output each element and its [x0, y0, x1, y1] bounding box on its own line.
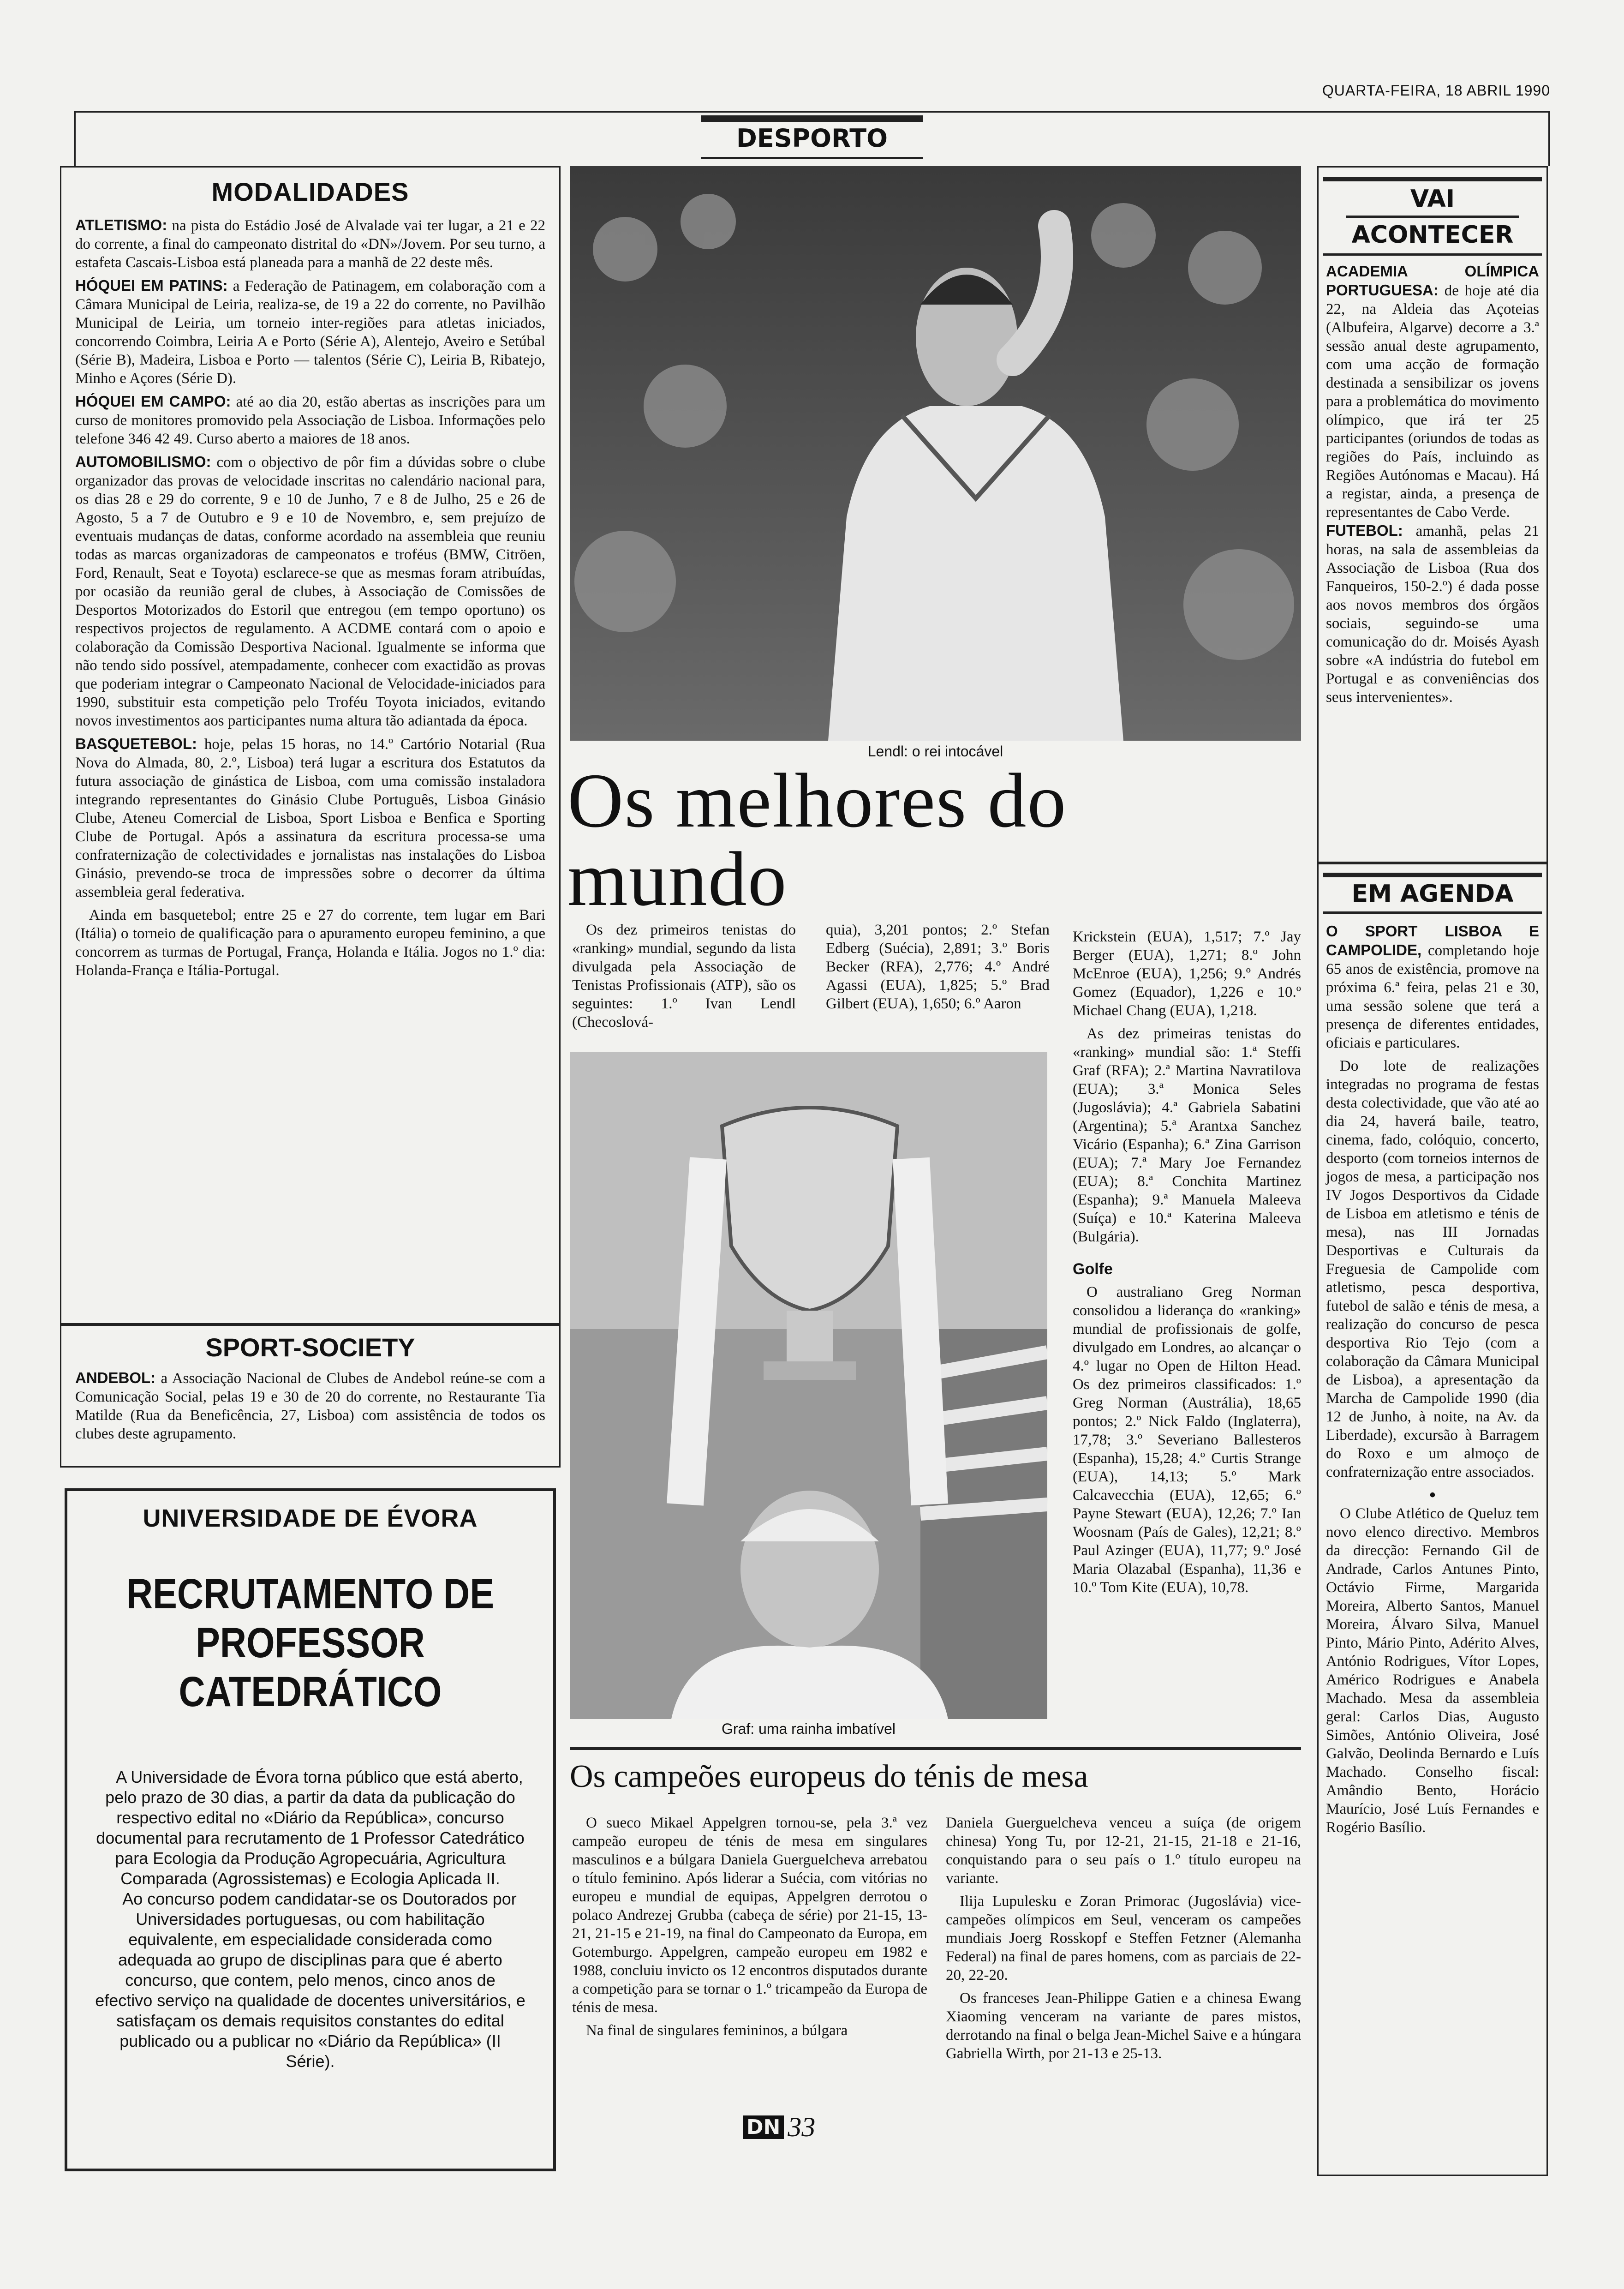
top-frame-left — [74, 111, 76, 166]
queluz-text: O Clube Atlético de Queluz tem novo elenco directivo. Membros da direcção: Fernando Gil de Andrade, Carlos Antunes Pinto, Octávio Firme, Margarida Moreira, Alberto Santos, Manuel Moreira, Álvaro Silva, Manuel Pinto, Mário Pinto, Adérito Alves, António Rodrigues, Vítor Lopes, Américo Rodrigues e Anabela Machado. Mesa da assembleia geral: Carlos Dias, Augusto Simões, António Oliveira, José Galvão, Deolinda Bernardo e Luís Machado. Conselho fiscal: Amândio Bento, Horácio Maurício, José Luís Fernandes e Rogério Basílio. — [1326, 1505, 1539, 1836]
main-article-col3 — [1073, 928, 1301, 1601]
academia-label: ACADEMIA OLÍMPICA PORTUGUESA: — [1326, 263, 1539, 299]
ad-institution: UNIVERSIDADE DE ÉVORA — [143, 1504, 478, 1532]
golf-text: O australiano Greg Norman consolidou a liderança do «ranking» mundial de profissionais de golfe, divulgado em Londres, ao alcançar o 4.º lugar no Open de Hilton Head. Os dez primeiros classificados: 1.º Greg Norman (Austrália), 18,65 pontos; 2.º Nick Faldo (Inglaterra), 17,78; 3.º Severiano Ballesteros (Espanha), 15,28; 4.º Curtis Strange (EUA), 14,13; 5.º Mark Calcavecchia (EUA), 12,65; 6.º Payne Stewart (EUA), 12,26; 7.º Ian Woosnam (País de Gales), 12,21; 8.º Paul Azinger (EUA), 11,77; 9.º José Maria Olazabal (Espanha), 11,36 e 10.º Tom Kite (EUA), 10,78. — [1073, 1284, 1301, 1596]
modalidades-item — [75, 906, 545, 980]
graf-photo-image — [570, 1052, 1047, 1719]
vai-bar-top — [1323, 177, 1542, 181]
vai-bar-bottom — [1323, 253, 1542, 256]
modalidades-item-label: BASQUETEBOL: — [75, 735, 197, 752]
modalidades-item-text: na pista do Estádio José de Alvalade vai ter lugar, a 21 e 22 do corrente, a final do campeonato distrital do «DN»/Jovem. Por seu turno, a estafeta Cascais-Lisboa está planeada para a manhã de 22 deste mês. — [75, 217, 545, 271]
main-headline: Os melhores do mundo — [567, 758, 1067, 922]
em-agenda-title: EM AGENDA — [1351, 880, 1514, 908]
modalidades-item-label: HÓQUEI EM CAMPO: — [75, 393, 231, 410]
graf-photo-caption: Graf: uma rainha imbatível — [721, 1720, 896, 1737]
modalidades-item-text: hoje, pelas 15 horas, no 14.º Cartório Notarial (Rua Nova do Almada, 80, 2.º, Lisboa) terá lugar a escritura dos Estatutos da futura associação de ginástica de Lisboa, com uma comissão instaladora integrando representantes do Ginásio Clube Português, Lisboa Ginásio Clube, Ateneu Comercial de Lisboa, Sport Lisboa e Benfica e Sporting Clube de Portugal. Após a assinatura da escritura processa-se uma confraternização de colectividades e jornalistas nas instalações do Lisboa Ginásio, prevendo-se troca de impressões sobre o decorrer da última assembleia geral federativa. — [75, 736, 545, 900]
ad-headline: RECRUTAMENTO DE PROFESSOR CATEDRÁTICO — [126, 1570, 495, 1715]
campolide-text: completando hoje 65 anos de existência, promove na próxima 6.ª feira, pelas 21 e 30, uma sessão solene que terá a presença de diferentes entidades, oficiais e particulares. — [1326, 942, 1539, 1051]
section-bar-bottom — [701, 157, 923, 159]
modalidades-box — [60, 166, 561, 1324]
recruitment-ad — [65, 1488, 556, 2171]
modalidades-item — [75, 735, 545, 901]
table-tennis-p2: Na final de singulares femininos, a búlgara — [586, 2022, 848, 2039]
vai-acontecer-body — [1326, 262, 1539, 707]
agenda-bar-bottom — [1323, 911, 1542, 914]
table-tennis-p3: Daniela Guerguelcheva venceu a suíça (de origem chinesa) Yong Tu, por 12-21, 21-15, 21-18 e 21-16, conquistando para o seu país o 1.º título europeu na variante. — [946, 1815, 1301, 1887]
page-number: 33 — [788, 2112, 816, 2142]
sport-society-title: SPORT-SOCIETY — [205, 1333, 415, 1362]
agenda-bar-top — [1323, 873, 1542, 877]
page-footer — [743, 2111, 815, 2143]
futebol-text: amanhã, pelas 21 horas, na sala de assembleias da Associação de Lisboa (Rua dos Fanqueiros, 150-2.º) é dada posse aos novos membros dos órgãos sociais, seguindo-se uma comunicação do dr. Moisés Ayash sobre «A indústria do futebol em Portugal e as conveniências dos seus intervenientes». — [1326, 523, 1539, 706]
futebol-label: FUTEBOL: — [1326, 522, 1403, 539]
section-bar-top — [701, 115, 923, 122]
modalidades-item — [75, 276, 545, 388]
table-tennis-col1 — [572, 1814, 927, 2044]
main-article-col2: quia), 3,201 pontos; 2.º Stefan Edberg (Suécia), 2,891; 3.º Boris Becker (RFA), 2,776; 4.º André Agassi (EUA), 1,825; 5.º Brad Gilbert (EUA), 1,650; 6.º Aaron — [826, 922, 1050, 1012]
vai-acontecer-title-1: VAI — [1410, 185, 1455, 213]
table-tennis-p5: Os franceses Jean-Philippe Gatien e a chinesa Ewang Xiaoming venceram na variante de pares mistos, derrotando na final o belga Jean-Michel Saive e a húngara Gabriella Wirth, por 21-13 e 25-13. — [946, 1990, 1301, 2062]
modalidades-item — [75, 392, 545, 448]
golf-heading: Golfe — [1073, 1260, 1113, 1278]
vai-acontecer-title-2: ACONTECER — [1351, 221, 1514, 249]
page-date: QUARTA-FEIRA, 18 ABRIL 1990 — [1322, 82, 1550, 99]
modalidades-item-text: até ao dia 20, estão abertas as inscrições para um curso de monitores promovido pela Associação de Lisboa. Informações pelo telefone 346 42 49. Curso aberto a maiores de 18 anos. — [75, 394, 545, 447]
modalidades-title: MODALIDADES — [211, 177, 409, 206]
table-tennis-headline: Os campeões europeus do ténis de mesa — [570, 1759, 1088, 1794]
modalidades-body — [61, 207, 559, 980]
modalidades-item-label: ATLETISMO: — [75, 216, 167, 234]
modalidades-item-label: HÓQUEI EM PATINS: — [75, 277, 228, 294]
sport-society-body — [61, 1362, 559, 1443]
vai-bar-mid — [1346, 216, 1519, 218]
main-article-col1: Os dez primeiros tenistas do «ranking» mundial, segundo da lista divulgada pela Associação de Tenistas Profissionais (ATP), são os seguintes: 1.º Ivan Lendl (Checoslová- — [572, 922, 796, 1031]
table-tennis-p4: Ilija Lupulesku e Zoran Primorac (Jugoslávia) vice-campeões olímpicos em Seul, venceram os campeões mundiais Joerg Rosskopf e Steffen Fetzner (Alemanha Federal) na final de pares homens, com as parciais de 22-20, 22-20. — [946, 1893, 1301, 1983]
section-title: DESPORTO — [736, 124, 888, 153]
modalidades-item-label: AUTOMOBILISMO: — [75, 453, 211, 470]
ad-paragraph-1: A Universidade de Évora torna público que está aberto, pelo prazo de 30 dias, a partir da data da publicação do respectivo edital no «Diário da República», concurso documental para recrutamento de 1 Professor Catedrático para Ecologia da Produção Agropecuária, Agricultura Comparada (Agrossistemas) e Ecologia Aplicada II. — [96, 1768, 525, 1888]
em-agenda-box — [1317, 863, 1548, 2176]
ad-body — [95, 1767, 525, 2072]
modalidades-item — [75, 453, 545, 730]
top-frame-right — [1548, 111, 1550, 166]
modalidades-item-text: a Federação de Patinagem, em colaboração com a Câmara Municipal de Leiria, realiza-se, de 19 a 22 do corrente, no Pavilhão Municipal de Leiria, um torneio inter-regiões para atletas iniciados, concorrendo Coimbra, Leiria A e Porto (Série A), Alentejo, Aveiro e Setúbal (Série B), Madeira, Lisboa e Porto — talentos (Série C), Leiria B, Ribatejo, Minho e Açores (Série D). — [75, 278, 546, 387]
vai-acontecer-box — [1317, 166, 1548, 863]
academia-text: de hoje até dia 22, na Aldeia das Açoteias (Albufeira, Algarve) decorre a 3.ª sessão anual deste agrupamento, com uma acção de formação destinada a sensibilizar os jovens para a problemática do movimento olímpico, que irá ter 25 participantes (oriundos de todas as regiões do País, incluindo as Regiões Autónomas e Macau). Há a registar, ainda, a presença de representantes de Cabo Verde. — [1326, 282, 1539, 521]
table-tennis-rule — [570, 1747, 1301, 1750]
table-tennis-col2 — [946, 1814, 1301, 2067]
lendl-photo — [570, 166, 1301, 741]
ad-paragraph-2: Ao concurso podem candidatar-se os Doutorados por Universidades portuguesas, ou com habilitação equivalente, em especialidade considerada como adequada ao grupo de disciplinas para que é aberto concurso, que contem, pelo menos, cinco anos de efectivo serviço na qualidade de docentes universitários, e satisfaçam os demais requisitos constantes do edital publicado ou a publicar no «Diário da República» (II Série). — [95, 1889, 525, 2071]
modalidades-item — [75, 216, 545, 272]
men-ranking-end: Krickstein (EUA), 1,517; 7.º Jay Berger (EUA), 1,271; 8.º John McEnroe (EUA), 1,256; 9.º Andrés Gomez (Equador), 1,226 e 10.º Michael Chang (EUA), 1,218. — [1073, 929, 1301, 1019]
table-tennis-p1: O sueco Mikael Appelgren tornou-se, pela 3.ª vez campeão europeu de ténis de mesa em singulares masculinos e a búlgara Daniela Guerguelcheva arrebatou o título feminino. Após liderar a Suécia, com vitórias no europeu e mundial de equipas, Appelgren derrotou o polaco Andrezej Grubba (cabeça de série) por 21-15, 13-21, 21-15 e 21-19, na final do Campeonato da Europa, em Gotemburgo. Appelgren, campeão europeu em 1982 e 1988, concluiu invicto os 12 encontros disputados durante a competição para se tornar o 1.º tricampeão da Europa de ténis de mesa. — [572, 1815, 927, 2016]
andebol-label: ANDEBOL: — [75, 1369, 156, 1386]
sport-society-box — [60, 1324, 561, 1468]
modalidades-item-text: com o objectivo de pôr fim a dúvidas sobre o clube organizador das provas de velocidade inscritas no calendário nacional para, os dias 28 e 29 do corrente, 9 e 10 de Junho, 7 e 8 de Julho, 25 e 26 de Agosto, 5 a 7 de Outubro e 9 e 10 de Novembro, e, sem prejuízo de eventuais mudanças de datas, conforme acordado na assembleia que reuniu todas as marcas organizadoras de campeonatos e troféus (BMW, Citröen, Ford, Renault, Seat e Toyota) esclarece-se que as mesmas foram atribuídas, por ocasião da reunião geral de clubes, à Associação de Comissões de Desportos Motorizados do Estoril que entregou (em tempo oportuno) os respectivos projectos de regulamento. A ACDME contará com o apoio e colaboração da Comissão Desportiva Nacional. Igualmente se informa que não tendo sido possível, atempadamente, conhecer com exactidão as provas que poderiam integrar o Campeonato Nacional de Velocidade-iniciados para 1990, substituir esta competição pelo Troféu Toyota iniciados, evitando novos investimentos aos participantes numa altura tão adiantada da época. — [75, 454, 545, 729]
dn-logo: DN — [743, 2115, 784, 2139]
andebol-text: a Associação Nacional de Clubes de Andebol reúne-se com a Comunicação Social, pelas 19 e 30 de 20 do corrente, no Restaurante Tia Matilde (Rua da Beneficência, 27, Lisboa) com assistência de todos os clubes deste agrupamento. — [75, 1370, 546, 1442]
campolide-label: O SPORT LISBOA E CAMPOLIDE, — [1326, 923, 1539, 959]
bullet-separator: • — [1429, 1484, 1436, 1506]
campolide-program: Do lote de realizações integradas no programa de festas desta colectividade, que vão até ao dia 24, haverá baile, teatro, cinema, fado, colóquio, concerto, desporto (com torneios internos de jogos de mesa, a participação nos IV Jogos Desportivos da Cidade de Lisboa em atletismo e ténis de mesa), nas III Jornadas Desportivas e Culturais da Freguesia de Campolide com atletismo, pesca desportiva, futebol de salão e ténis de mesa, a realização do concurso de pesca desportiva Rio Tejo (com a colaboração da Câmara Municipal de Lisboa), a apresentação da Marcha de Campolide 1990 (dia 12 de Junho, à noite, na Av. da Liberdade), excursão à Barragem do Roxo e um almoço de confraternização entre associados. — [1326, 1058, 1539, 1480]
lendl-photo-caption: Lendl: o rei intocável — [867, 743, 1003, 760]
modalidades-item-text: Ainda em basquetebol; entre 25 e 27 do corrente, tem lugar em Bari (Itália) o torneio de qualificação para o apuramento europeu feminino, a que concorrem as turmas de Portugal, França, Holanda e Itália. Jogos no 1.º dia: Holanda-França e Itália-Portugal. — [75, 907, 545, 979]
top-frame-line — [74, 111, 1550, 113]
em-agenda-body — [1326, 922, 1539, 1841]
graf-photo — [570, 1052, 1047, 1719]
lendl-photo-image — [570, 166, 1301, 741]
women-ranking: As dez primeiras tenistas do «ranking» mundial são: 1.ª Steffi Graf (RFA); 2.ª Martina Navratilova (EUA); 3.ª Monica Seles (Jugoslávia); 4.ª Gabriela Sabatini (Argentina); 5.ª Arantxa Sanchez Vicário (Espanha); 6.ª Zina Garrison (EUA); 7.ª Mary Joe Fernandez (EUA); 8.ª Conchita Martinez (Espanha); 9.ª Manuela Maleeva (Suíça) e 10.ª Katerina Maleeva (Bulgária). — [1073, 1025, 1301, 1245]
